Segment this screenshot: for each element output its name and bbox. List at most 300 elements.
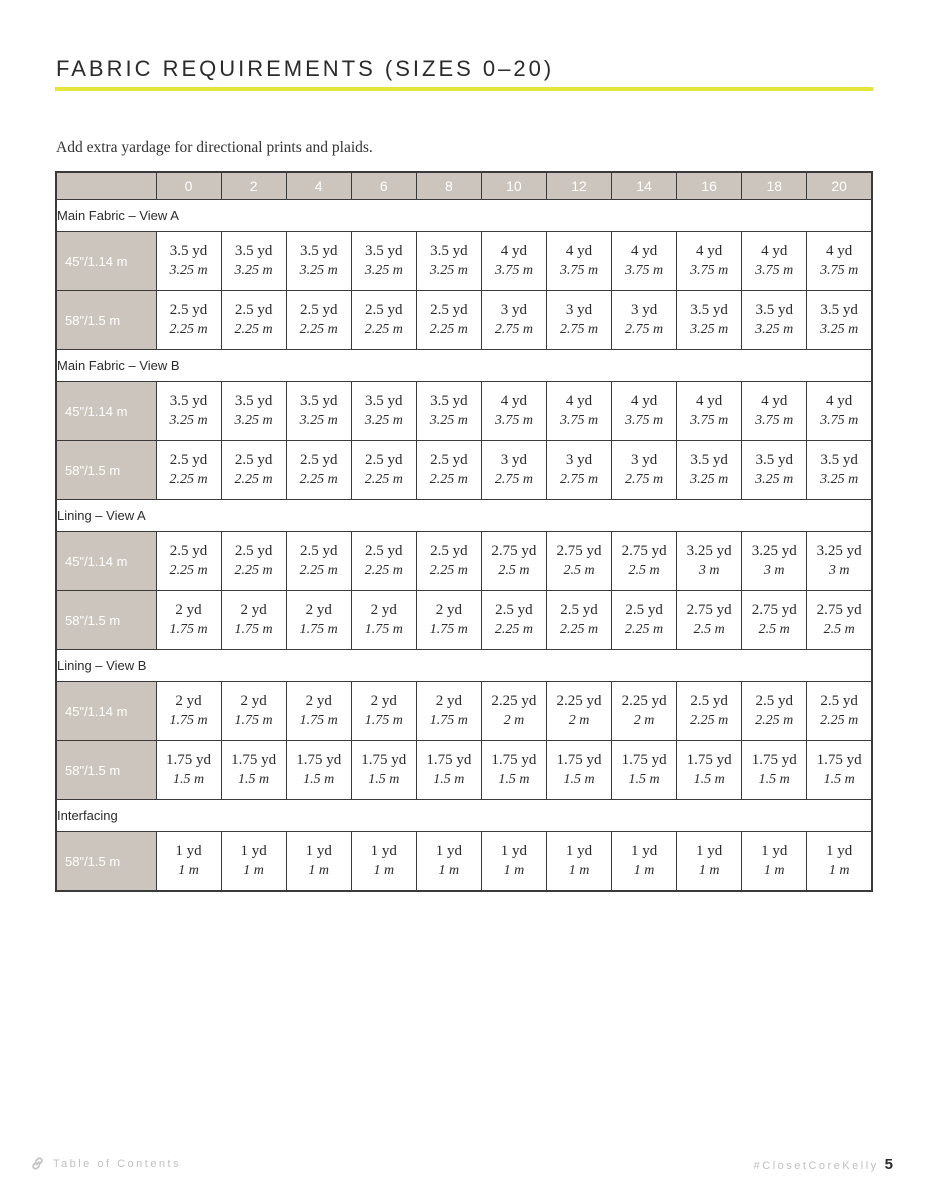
yardage-m: 1.75 m <box>169 622 208 637</box>
yardage-m: 2.25 m <box>364 563 403 578</box>
yardage-yd: 2.5 yd <box>365 302 403 318</box>
yardage-m: 3.25 m <box>690 322 729 337</box>
yardage-m: 1.75 m <box>169 713 208 728</box>
yardage-m: 3.75 m <box>755 413 794 428</box>
yardage-cell <box>481 591 546 650</box>
yardage-cell <box>546 682 611 741</box>
yardage-yd: 3.5 yd <box>690 452 728 468</box>
size-header: 4 <box>286 172 351 200</box>
yardage-cell <box>612 741 677 800</box>
yardage-cell <box>286 532 351 591</box>
yardage-m: 2.25 m <box>429 322 468 337</box>
yardage-cell <box>612 382 677 441</box>
yardage-yd: 1 yd <box>630 843 658 859</box>
yardage-cell <box>742 741 807 800</box>
size-header: 16 <box>677 172 742 200</box>
yardage-m: 2.5 m <box>823 622 855 637</box>
yardage-cell <box>807 832 872 892</box>
yardage-cell <box>416 382 481 441</box>
fabric-width-label: 45"/1.14 m <box>56 532 156 591</box>
yardage-m: 2.75 m <box>559 472 599 487</box>
yardage-m: 3.25 m <box>364 263 403 278</box>
yardage-m: 3 m <box>698 563 720 578</box>
yardage-m: 2.25 m <box>429 472 468 487</box>
yardage-cell <box>416 591 481 650</box>
yardage-cell <box>677 591 742 650</box>
yardage-m: 1.5 m <box>563 772 595 787</box>
yardage-cell <box>612 291 677 350</box>
size-header-row <box>56 172 872 200</box>
yardage-m: 2.5 m <box>758 622 790 637</box>
yardage-m: 1 m <box>828 863 850 878</box>
yardage-cell <box>416 441 481 500</box>
yardage-cell <box>612 232 677 291</box>
yardage-m: 1.75 m <box>234 713 273 728</box>
yardage-yd: 1 yd <box>370 843 397 859</box>
yardage-m: 2.75 m <box>494 472 533 487</box>
yardage-yd: 3.5 yd <box>820 302 858 318</box>
fabric-width-label: 58"/1.5 m <box>56 741 156 800</box>
section-title: Main Fabric – View A <box>56 200 872 232</box>
yardage-m: 1 m <box>178 863 199 878</box>
fabric-width-label: 58"/1.5 m <box>56 441 156 500</box>
yardage-yd: 1.75 yd <box>426 752 472 768</box>
yardage-m: 2.5 m <box>563 563 595 578</box>
yardage-cell <box>612 682 677 741</box>
yardage-m: 3.75 m <box>559 263 599 278</box>
yardage-m: 3.25 m <box>234 413 273 428</box>
section-title: Lining – View A <box>56 500 872 532</box>
yardage-yd: 2 yd <box>305 602 332 618</box>
yardage-cell <box>742 591 807 650</box>
yardage-cell <box>546 291 611 350</box>
yardage-yd: 4 yd <box>826 393 853 409</box>
yardage-cell <box>677 291 742 350</box>
yardage-cell <box>742 232 807 291</box>
yardage-m: 2.25 m <box>364 472 403 487</box>
yardage-cell <box>156 682 221 741</box>
yardage-cell <box>742 291 807 350</box>
section-row <box>56 650 872 682</box>
yardage-m: 1 m <box>698 863 720 878</box>
yardage-yd: 3.5 yd <box>820 452 858 468</box>
size-header: 10 <box>481 172 546 200</box>
yardage-cell <box>481 232 546 291</box>
yardage-yd: 2 yd <box>370 693 397 709</box>
yardage-cell <box>351 832 416 892</box>
yardage-yd: 2.75 yd <box>751 602 797 618</box>
yardage-cell <box>351 291 416 350</box>
yardage-m: 1.5 m <box>498 772 530 787</box>
table-row <box>56 441 872 500</box>
yardage-m: 1.5 m <box>758 772 790 787</box>
yardage-cell <box>807 532 872 591</box>
yardage-yd: 2.5 yd <box>430 302 468 318</box>
section-title: Main Fabric – View B <box>56 350 872 382</box>
yardage-yd: 2.5 yd <box>234 543 273 559</box>
yardage-m: 3.75 m <box>494 413 533 428</box>
yardage-yd: 4 yd <box>826 243 853 259</box>
yardage-yd: 1 yd <box>761 843 788 859</box>
yardage-yd: 2.75 yd <box>686 602 732 618</box>
yardage-cell <box>742 682 807 741</box>
yardage-m: 3.75 m <box>625 263 664 278</box>
yardage-yd: 2.75 yd <box>556 543 602 559</box>
size-header: 20 <box>807 172 872 200</box>
yardage-yd: 1 yd <box>175 843 202 859</box>
size-header: 8 <box>416 172 481 200</box>
yardage-yd: 1 yd <box>305 843 332 859</box>
yardage-cell <box>286 441 351 500</box>
yardage-cell <box>416 232 481 291</box>
yardage-m: 2.25 m <box>690 713 729 728</box>
yardage-yd: 3 yd <box>630 302 658 318</box>
yardage-cell <box>546 832 611 892</box>
yardage-m: 1.75 m <box>234 622 273 637</box>
yardage-yd: 2 yd <box>240 602 267 618</box>
yardage-m: 1 m <box>243 863 264 878</box>
yardage-yd: 1 yd <box>826 843 853 859</box>
yardage-m: 2.5 m <box>498 563 530 578</box>
yardage-cell <box>286 232 351 291</box>
yardage-cell <box>481 741 546 800</box>
yardage-yd: 1.75 yd <box>361 752 407 768</box>
yardage-cell <box>546 741 611 800</box>
yardage-cell <box>156 441 221 500</box>
yardage-yd: 3.5 yd <box>430 243 468 259</box>
footer-hashtag: #ClosetCoreKelly <box>753 1160 879 1172</box>
size-header: 0 <box>156 172 221 200</box>
yardage-yd: 2.5 yd <box>365 452 403 468</box>
yardage-m: 2 m <box>633 713 655 728</box>
table-row <box>56 532 872 591</box>
yardage-cell <box>807 291 872 350</box>
size-header: 18 <box>742 172 807 200</box>
yardage-cell <box>416 532 481 591</box>
yardage-yd: 2.5 yd <box>430 452 468 468</box>
yardage-m: 3.25 m <box>234 263 273 278</box>
yardage-cell <box>416 741 481 800</box>
yardage-cell <box>286 382 351 441</box>
yardage-cell <box>546 382 611 441</box>
yardage-m: 1.5 m <box>368 772 400 787</box>
yardage-yd: 1.75 yd <box>621 752 667 768</box>
yardage-yd: 1 yd <box>696 843 723 859</box>
fabric-width-label: 45"/1.14 m <box>56 682 156 741</box>
yardage-yd: 2 yd <box>175 602 202 618</box>
yardage-m: 3.25 m <box>820 322 859 337</box>
yardage-m: 1.5 m <box>628 772 660 787</box>
yardage-m: 2.25 m <box>429 563 468 578</box>
yardage-cell <box>221 832 286 892</box>
yardage-yd: 2.25 yd <box>621 693 667 709</box>
yardage-yd: 3.5 yd <box>169 393 208 409</box>
yardage-m: 2.25 m <box>494 622 533 637</box>
fabric-width-label: 58"/1.5 m <box>56 832 156 892</box>
yardage-cell <box>156 291 221 350</box>
yardage-cell <box>481 682 546 741</box>
yardage-yd: 1.75 yd <box>686 752 732 768</box>
yardage-m: 2.25 m <box>169 563 208 578</box>
yardage-cell <box>807 741 872 800</box>
table-row <box>56 382 872 441</box>
yardage-cell <box>351 532 416 591</box>
yardage-cell <box>807 232 872 291</box>
yardage-m: 3.75 m <box>820 263 859 278</box>
yardage-yd: 1.75 yd <box>751 752 797 768</box>
yardage-m: 2.25 m <box>364 322 403 337</box>
size-header: 12 <box>546 172 611 200</box>
yardage-cell <box>351 232 416 291</box>
yardage-m: 2.25 m <box>299 472 338 487</box>
yardage-m: 3.25 m <box>820 472 859 487</box>
section-row <box>56 500 872 532</box>
yardage-cell <box>677 682 742 741</box>
yardage-cell <box>286 741 351 800</box>
yardage-cell <box>156 382 221 441</box>
page-title: FABRIC REQUIREMENTS (SIZES 0–20) <box>56 56 555 81</box>
yardage-m: 1 m <box>308 863 329 878</box>
yardage-cell <box>481 291 546 350</box>
yardage-m: 2.25 m <box>820 713 859 728</box>
yardage-m: 1 m <box>568 863 590 878</box>
yardage-m: 3 m <box>828 563 850 578</box>
yardage-m: 1.75 m <box>364 622 403 637</box>
yardage-yd: 3.5 yd <box>169 243 208 259</box>
yardage-m: 3.75 m <box>820 413 859 428</box>
yardage-yd: 3 yd <box>630 452 658 468</box>
yardage-yd: 1.75 yd <box>231 752 277 768</box>
yardage-m: 3.25 m <box>755 322 794 337</box>
yardage-yd: 2.25 yd <box>556 693 602 709</box>
yardage-yd: 2.5 yd <box>820 693 858 709</box>
yardage-cell <box>677 232 742 291</box>
yardage-cell <box>612 832 677 892</box>
yardage-cell <box>546 532 611 591</box>
yardage-cell <box>221 291 286 350</box>
header-corner-cell <box>56 172 156 200</box>
yardage-m: 3.75 m <box>559 413 599 428</box>
yardage-m: 3.75 m <box>690 413 729 428</box>
yardage-m: 3 m <box>763 563 785 578</box>
yardage-yd: 3.5 yd <box>755 452 793 468</box>
yardage-cell <box>156 591 221 650</box>
yardage-cell <box>351 382 416 441</box>
yardage-yd: 2.5 yd <box>169 543 208 559</box>
yardage-m: 2.5 m <box>628 563 660 578</box>
yardage-yd: 2 yd <box>435 602 462 618</box>
yardage-m: 2.25 m <box>169 322 208 337</box>
yardage-m: 1.5 m <box>693 772 725 787</box>
table-row <box>56 232 872 291</box>
yardage-m: 2.25 m <box>299 322 338 337</box>
yardage-m: 3.25 m <box>429 413 468 428</box>
yardage-yd: 2.75 yd <box>491 543 537 559</box>
yardage-yd: 3.5 yd <box>755 302 793 318</box>
yardage-yd: 4 yd <box>761 243 788 259</box>
yardage-yd: 4 yd <box>500 243 528 259</box>
yardage-m: 2.75 m <box>559 322 599 337</box>
yardage-yd: 2.5 yd <box>430 543 468 559</box>
yardage-cell <box>351 591 416 650</box>
yardage-yd: 3.5 yd <box>430 393 468 409</box>
yardage-yd: 2.5 yd <box>560 602 598 618</box>
size-header: 6 <box>351 172 416 200</box>
yardage-m: 1.75 m <box>299 622 338 637</box>
yardage-cell <box>481 441 546 500</box>
yardage-yd: 3.25 yd <box>816 543 862 559</box>
yardage-m: 2.25 m <box>169 472 208 487</box>
yardage-yd: 4 yd <box>630 393 658 409</box>
yardage-cell <box>677 382 742 441</box>
yardage-cell <box>286 291 351 350</box>
yardage-m: 1.75 m <box>429 622 468 637</box>
yardage-m: 2.75 m <box>625 472 664 487</box>
yardage-cell <box>481 382 546 441</box>
yardage-m: 3.25 m <box>169 413 208 428</box>
yardage-cell <box>156 832 221 892</box>
yardage-cell <box>156 232 221 291</box>
yardage-yd: 3.5 yd <box>234 393 273 409</box>
yardage-yd: 1 yd <box>240 843 267 859</box>
title-underline <box>55 87 873 91</box>
yardage-m: 2.25 m <box>559 622 599 637</box>
yardage-yd: 1 yd <box>500 843 528 859</box>
table-row <box>56 832 872 892</box>
yardage-m: 3.75 m <box>494 263 533 278</box>
yardage-m: 1.75 m <box>364 713 403 728</box>
table-of-contents-label: Table of Contents <box>53 1157 182 1170</box>
yardage-yd: 1.75 yd <box>166 752 212 768</box>
yardage-m: 3.75 m <box>690 263 729 278</box>
yardage-yd: 3.5 yd <box>365 393 403 409</box>
yardage-yd: 2 yd <box>240 693 267 709</box>
page-footer <box>754 1156 893 1173</box>
yardage-cell <box>612 532 677 591</box>
yardage-yd: 4 yd <box>630 243 658 259</box>
yardage-cell <box>807 441 872 500</box>
yardage-m: 1 m <box>438 863 460 878</box>
yardage-yd: 2.75 yd <box>816 602 862 618</box>
yardage-cell <box>351 441 416 500</box>
yardage-m: 3.25 m <box>429 263 468 278</box>
table-row <box>56 591 872 650</box>
yardage-yd: 2.5 yd <box>690 693 728 709</box>
yardage-cell <box>742 382 807 441</box>
link-icon <box>30 1156 45 1171</box>
yardage-m: 2.25 m <box>234 322 273 337</box>
yardage-yd: 2.75 yd <box>621 543 667 559</box>
yardage-cell <box>481 532 546 591</box>
fabric-requirements-table <box>55 171 873 892</box>
yardage-yd: 2.5 yd <box>234 452 273 468</box>
yardage-cell <box>221 741 286 800</box>
yardage-yd: 2 yd <box>435 693 462 709</box>
yardage-yd: 3.5 yd <box>234 243 273 259</box>
yardage-yd: 2.5 yd <box>299 543 338 559</box>
yardage-m: 1 m <box>503 863 525 878</box>
yardage-cell <box>156 741 221 800</box>
yardage-cell <box>221 591 286 650</box>
table-row <box>56 741 872 800</box>
yardage-yd: 2.5 yd <box>299 302 338 318</box>
yardage-cell <box>286 591 351 650</box>
yardage-yd: 3 yd <box>500 302 528 318</box>
yardage-yd: 2 yd <box>370 602 397 618</box>
yardage-yd: 2.25 yd <box>491 693 537 709</box>
yardage-yd: 1 yd <box>435 843 462 859</box>
yardage-m: 2.25 m <box>299 563 338 578</box>
yardage-m: 1.75 m <box>429 713 468 728</box>
yardage-cell <box>221 682 286 741</box>
section-row <box>56 350 872 382</box>
yardage-cell <box>156 532 221 591</box>
size-header: 2 <box>221 172 286 200</box>
yardage-m: 1 m <box>763 863 785 878</box>
yardage-m: 1.5 m <box>823 772 855 787</box>
yardage-yd: 2 yd <box>305 693 332 709</box>
yardage-yd: 2.5 yd <box>234 302 273 318</box>
yardage-m: 3.25 m <box>364 413 403 428</box>
yardage-cell <box>677 441 742 500</box>
fabric-width-label: 58"/1.5 m <box>56 591 156 650</box>
yardage-m: 2.25 m <box>234 472 273 487</box>
yardage-cell <box>221 441 286 500</box>
yardage-cell <box>742 832 807 892</box>
yardage-m: 1.5 m <box>303 772 335 787</box>
yardage-cell <box>221 382 286 441</box>
yardage-cell <box>807 382 872 441</box>
yardage-cell <box>677 532 742 591</box>
yardage-m: 3.25 m <box>690 472 729 487</box>
yardage-cell <box>807 591 872 650</box>
yardage-m: 2.25 m <box>625 622 664 637</box>
yardage-yd: 4 yd <box>696 393 723 409</box>
yardage-yd: 4 yd <box>500 393 528 409</box>
yardage-m: 3.75 m <box>755 263 794 278</box>
yardage-cell <box>546 232 611 291</box>
yardage-cell <box>677 741 742 800</box>
yardage-cell <box>221 532 286 591</box>
yardage-m: 1.75 m <box>299 713 338 728</box>
yardage-yd: 3 yd <box>500 452 528 468</box>
yardage-cell <box>286 832 351 892</box>
page-number: 5 <box>884 1156 893 1173</box>
yardage-m: 3.25 m <box>299 413 338 428</box>
yardage-m: 1.5 m <box>172 772 205 787</box>
yardage-cell <box>546 591 611 650</box>
yardage-m: 2 m <box>503 713 525 728</box>
yardage-yd: 2.5 yd <box>625 602 663 618</box>
yardage-cell <box>742 441 807 500</box>
yardage-m: 2.25 m <box>234 563 273 578</box>
section-title: Interfacing <box>56 800 872 832</box>
fabric-width-label: 45"/1.14 m <box>56 232 156 291</box>
yardage-m: 1 m <box>373 863 395 878</box>
yardage-yd: 2 yd <box>175 693 202 709</box>
table-of-contents-link[interactable] <box>30 1156 181 1171</box>
yardage-note: Add extra yardage for directional prints and plaids. <box>56 139 373 156</box>
yardage-cell <box>612 441 677 500</box>
yardage-cell <box>481 832 546 892</box>
yardage-m: 3.75 m <box>625 413 664 428</box>
yardage-cell <box>612 591 677 650</box>
yardage-m: 2.75 m <box>494 322 533 337</box>
yardage-yd: 3.5 yd <box>690 302 728 318</box>
yardage-yd: 1.75 yd <box>491 752 537 768</box>
yardage-m: 1.5 m <box>433 772 465 787</box>
yardage-yd: 3.5 yd <box>299 393 338 409</box>
